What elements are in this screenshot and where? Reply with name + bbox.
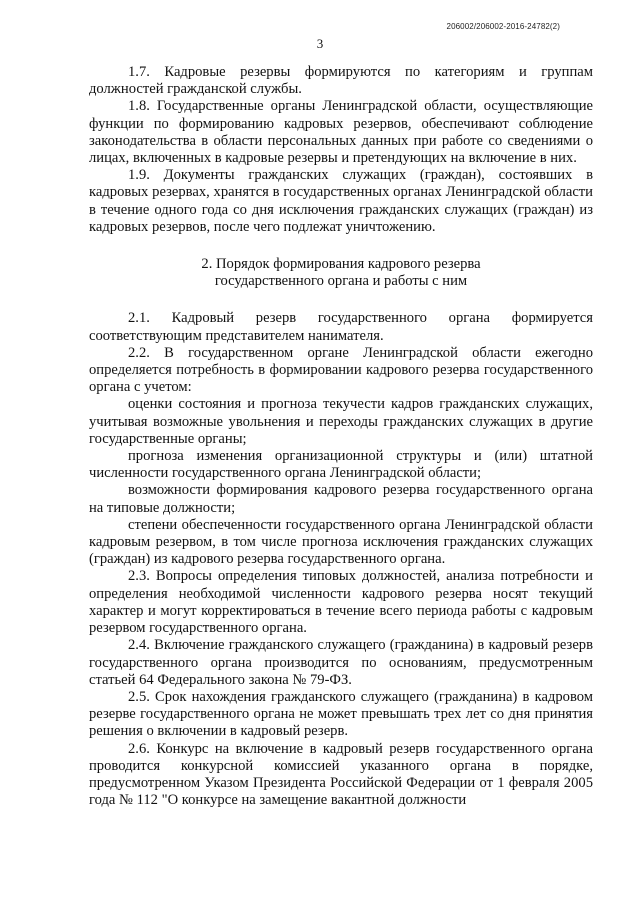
document-body xyxy=(89,64,593,809)
section-heading xyxy=(89,256,593,290)
list-item-staff-turnover: оценки состояния и прогноза текучести кадров гражданских служащих, учитывая возможные увольнения и переходы гражданских служащих в другие государственные органы; xyxy=(89,396,593,447)
paragraph-1-8: 1.8. Государственные органы Ленинградской области, осуществляющие функции по формированию кадровых резервов, обеспечивают соблюдение законодательства в области персональных данных при работе со сведениями о лицах, включенных в кадровые резервы и претендующих на включение в них. xyxy=(89,98,593,167)
section-heading-line-1: 2. Порядок формирования кадрового резерва xyxy=(201,256,481,273)
list-item-typical-positions: возможности формирования кадрового резерва государственного органа на типовые должности; xyxy=(89,482,593,516)
list-item-structure-change: прогноза изменения организационной структуры и (или) штатной численности государственного органа Ленинградской области; xyxy=(89,448,593,482)
paragraph-2-1: 2.1. Кадровый резерв государственного органа формируется соответствующим представителем нанимателя. xyxy=(89,310,593,344)
paragraph-1-9: 1.9. Документы гражданских служащих (граждан), состоявших в кадровых резервах, хранятся в государственных органах Ленинградской области в течение одного года со дня исключения гражданских служащих (граждан) из кадровых резервов, после чего подлежат уничтожению. xyxy=(89,167,593,235)
section-heading-line-2: государственного органа и работы с ним xyxy=(214,273,468,290)
paragraph-2-2: 2.2. В государственном органе Ленинградской области ежегодно определяется потребность в формировании кадрового резерва государственного органа с учетом: xyxy=(89,344,593,396)
paragraph-1-7: 1.7. Кадровые резервы формируются по категориям и группам должностей гражданской службы. xyxy=(89,64,593,98)
document-id: 206002/206002-2016-24782(2) xyxy=(446,22,560,31)
list-item-reserve-provision: степени обеспеченности государственного органа Ленинградской области кадровым резервом, в том числе прогноза исключения гражданских служащих (граждан) из кадрового резерва государственного органа. xyxy=(89,516,593,568)
paragraph-2-4: 2.4. Включение гражданского служащего (гражданина) в кадровый резерв государственного органа производится по основаниям, предусмотренным статьей 64 Федерального закона № 79-ФЗ. xyxy=(89,637,593,688)
page-number: 3 xyxy=(316,36,324,51)
paragraph-2-5: 2.5. Срок нахождения гражданского служащего (гражданина) в кадровом резерве государственного органа не может превышать трех лет со дня принятия решения о включении в кадровый резерв. xyxy=(89,688,593,740)
paragraph-2-3: 2.3. Вопросы определения типовых должностей, анализа потребности и определения необходимой численности кадрового резерва носят текущий характер и могут корректироваться в течение всего периода работы с кадровым резервом государственного органа. xyxy=(89,568,593,637)
paragraph-2-6: 2.6. Конкурс на включение в кадровый резерв государственного органа проводится конкурсной комиссией указанного органа в порядке, предусмотренном Указом Президента Российской Федерации от 1 февраля 2005 года № 112 "О конкурсе на замещение вакантной должности xyxy=(89,740,593,809)
